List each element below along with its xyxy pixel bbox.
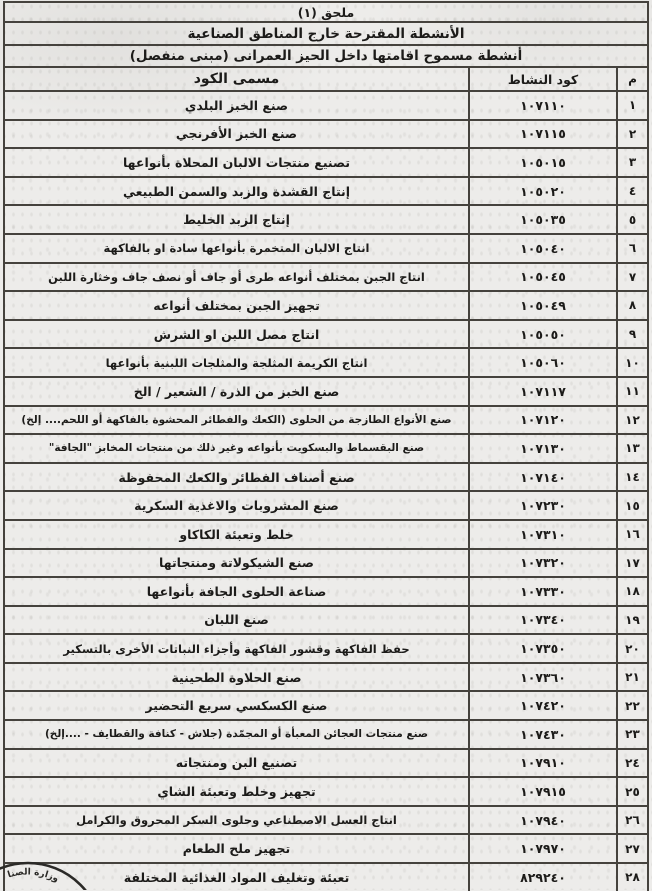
cell-serial: ١٠	[616, 349, 647, 376]
cell-activity-name: خلط وتعبئة الكاكاو	[179, 526, 294, 542]
cell-activity-name: إنتاج القشدة والزبد والسمن الطبيعي	[122, 183, 351, 199]
cell-activity-name: تصنيع منتجات الالبان المحلاة بأنواعها	[122, 154, 351, 170]
cell-activity-name: تجهيز ملح الطعام	[182, 841, 291, 857]
cell-serial: ١١	[616, 378, 647, 405]
table-row	[5, 290, 647, 319]
cell-activity-code: ١٠٧١١٥	[468, 121, 616, 148]
table-row	[5, 433, 647, 462]
table-row	[5, 490, 647, 519]
table-row	[5, 347, 647, 376]
table-row	[5, 805, 647, 834]
cell-activity-code: ١٠٧٣١٠	[468, 521, 616, 548]
cell-activity-name: صنع الكسكسي سريع التحضير	[145, 698, 328, 714]
cell-activity-code: ١٠٧٩١٥	[468, 778, 616, 805]
table-row	[5, 147, 647, 176]
table-row	[5, 233, 647, 262]
table-header-row	[5, 66, 647, 90]
cell-serial: ٥	[616, 206, 647, 233]
cell-serial: ٢٠	[616, 635, 647, 662]
table-row	[5, 719, 647, 748]
cell-activity-name: صنع الشيكولاتة ومنتجاتها	[159, 555, 314, 571]
cell-activity-name: صنع الخبز من الذرة / الشعير / الخ	[133, 383, 340, 399]
cell-activity-code: ١٠٧٢٣٠	[468, 492, 616, 519]
cell-serial: ١٢	[616, 407, 647, 434]
table-row	[5, 119, 647, 148]
cell-activity-name: إنتاج الزبد الخليط	[183, 212, 290, 228]
cell-serial: ٢١	[616, 664, 647, 691]
cell-activity-code: ١٠٧٣٤٠	[468, 607, 616, 634]
table-row	[5, 576, 647, 605]
cell-serial: ٩	[616, 321, 647, 348]
cell-activity-code: ١٠٥٠٤٩	[468, 292, 616, 319]
cell-activity-name: انتاج مصل اللبن او الشرش	[153, 326, 320, 342]
table-row	[5, 833, 647, 862]
col-header-serial: م	[616, 68, 647, 90]
cell-activity-code: ١٠٧٩١٠	[468, 750, 616, 777]
cell-activity-code: ١٠٧٩٧٠	[468, 835, 616, 862]
cell-activity-name: صنع الخبز البلدي	[184, 97, 289, 113]
table-row	[5, 633, 647, 662]
table-row	[5, 862, 647, 891]
table-row	[5, 690, 647, 719]
cell-activity-name: صنع الحلاوة الطحينية	[171, 669, 302, 685]
table-row	[5, 176, 647, 205]
cell-serial: ٦	[616, 235, 647, 262]
document-subtitle	[5, 44, 647, 66]
cell-serial: ٢٥	[616, 778, 647, 805]
cell-serial: ٣	[616, 149, 647, 176]
cell-serial: ٢	[616, 121, 647, 148]
cell-activity-code: ١٠٧٤٢٠	[468, 692, 616, 719]
table-row	[5, 462, 647, 491]
cell-activity-name: تجهيز وخلط وتعبئة الشاي	[157, 784, 316, 800]
cell-activity-name: صنع البقسماط والبسكويت بأنواعه وغير ذلك من منتجات المخابز "الجافة"	[48, 442, 425, 455]
cell-activity-code: ١٠٥٠٥٠	[468, 321, 616, 348]
cell-activity-name: انتاج العسل الاصطناعي وحلوى السكر المحروق والكرامل	[76, 813, 397, 828]
cell-serial: ٤	[616, 178, 647, 205]
cell-serial: ٢٦	[616, 807, 647, 834]
cell-activity-code: ١٠٥٠٦٠	[468, 349, 616, 376]
table-row	[5, 519, 647, 548]
cell-activity-name: صناعة الحلوى الجافة بأنواعها	[146, 583, 327, 599]
appendix-title-text: ملحق (١)	[297, 4, 355, 20]
cell-activity-code: ١٠٧٣٦٠	[468, 664, 616, 691]
cell-serial: ١٣	[616, 435, 647, 462]
table-row	[5, 90, 647, 119]
activities-table	[3, 1, 649, 891]
cell-activity-name: تعبئة وتغليف المواد الغذائية المختلفة	[123, 869, 350, 885]
cell-serial: ١٥	[616, 492, 647, 519]
cell-activity-code: ١٠٥٠٤٠	[468, 235, 616, 262]
cell-serial: ٢٨	[616, 864, 647, 891]
cell-activity-code: ١٠٧٩٤٠	[468, 807, 616, 834]
table-row	[5, 748, 647, 777]
cell-activity-name: تجهيز الجبن بمختلف أنواعه	[153, 297, 320, 313]
cell-activity-code: ١٠٧١١٧	[468, 378, 616, 405]
table-row	[5, 662, 647, 691]
col-header-name: مسمى الكود	[193, 71, 280, 87]
table-row	[5, 319, 647, 348]
cell-activity-name: صنع اللبان	[204, 612, 269, 628]
cell-serial: ٢٧	[616, 835, 647, 862]
document-title	[5, 21, 647, 44]
cell-activity-code: ١٠٥٠٤٥	[468, 264, 616, 291]
cell-activity-code: ١٠٧١٤٠	[468, 464, 616, 491]
cell-activity-name: انتاج الالبان المتخمرة بأنواعها سادة او بالفاكهة	[103, 241, 370, 256]
cell-activity-code: ١٠٥٠١٥	[468, 149, 616, 176]
document-subtitle-text: أنشطة مسموح اقامتها داخل الحيز العمرانى (مبنى منفصل)	[129, 48, 523, 64]
cell-serial: ٢٣	[616, 721, 647, 748]
table-body	[5, 90, 647, 891]
cell-serial: ١	[616, 92, 647, 119]
cell-activity-name: انتاج الجبن بمختلف أنواعه طرى أو جاف أو نصف جاف وخثارة اللبن	[48, 269, 425, 284]
cell-activity-code: ٨٢٩٢٤٠	[468, 864, 616, 891]
table-row	[5, 605, 647, 634]
table-row	[5, 548, 647, 577]
cell-activity-code: ١٠٥٠٣٥	[468, 206, 616, 233]
cell-serial: ٨	[616, 292, 647, 319]
cell-activity-code: ١٠٧٣٥٠	[468, 635, 616, 662]
cell-serial: ١٦	[616, 521, 647, 548]
cell-activity-code: ١٠٧٣٢٠	[468, 550, 616, 577]
stamp-text: وزارة الصنا	[6, 867, 61, 885]
cell-activity-code: ١٠٧١٢٠	[468, 407, 616, 434]
cell-serial: ١٧	[616, 550, 647, 577]
table-row	[5, 376, 647, 405]
cell-activity-name: صنع الأنواع الطازجة من الحلوى (الكعك والفطائر المحشوة بالفاكهة أو اللحم.... إلخ)	[21, 413, 452, 426]
document-title-text: الأنشطة المقترحة خارج المناطق الصناعية	[187, 25, 465, 42]
cell-activity-name: انتاج الكريمة المثلجة والمثلجات اللبنية بأنواعها	[105, 355, 368, 370]
table-row	[5, 204, 647, 233]
col-header-code: كود النشاط	[468, 68, 616, 90]
appendix-title	[5, 3, 647, 21]
cell-activity-name: صنع منتجات العجائن المعبأة أو المجمّدة (جلاش - كنافة والقطايف - ....إلخ)	[44, 728, 429, 741]
cell-activity-code: ١٠٧٣٣٠	[468, 578, 616, 605]
cell-activity-code: ١٠٥٠٢٠	[468, 178, 616, 205]
cell-serial: ١٤	[616, 464, 647, 491]
cell-activity-name: صنع الخبز الأفرنجي	[175, 126, 298, 142]
table-row	[5, 405, 647, 434]
cell-serial: ١٩	[616, 607, 647, 634]
cell-activity-code: ١٠٧١٣٠	[468, 435, 616, 462]
cell-activity-name: صنع أصناف الفطائر والكعك المحفوظة	[118, 469, 355, 485]
cell-serial: ١٨	[616, 578, 647, 605]
cell-activity-code: ١٠٧٤٣٠	[468, 721, 616, 748]
cell-activity-name: صنع المشروبات والاغذية السكرية	[134, 498, 339, 514]
cell-serial: ٧	[616, 264, 647, 291]
cell-serial: ٢٢	[616, 692, 647, 719]
table-row	[5, 776, 647, 805]
cell-serial: ٢٤	[616, 750, 647, 777]
cell-activity-name: تصنيع البن ومنتجاته	[175, 755, 298, 771]
table-row	[5, 262, 647, 291]
cell-activity-name: حفظ الفاكهة وقشور الفاكهة وأجزاء النباتات الأخرى بالتسكير	[63, 641, 410, 656]
cell-activity-code: ١٠٧١١٠	[468, 92, 616, 119]
